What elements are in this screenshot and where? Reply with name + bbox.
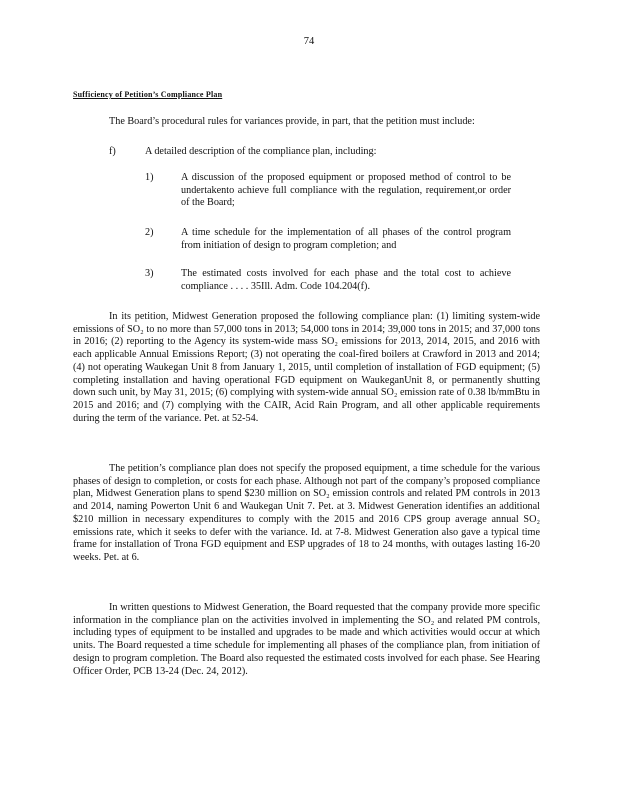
paragraph-text: The petition’s compliance plan does not specify the proposed equipment, a time schedule for the various phases of design to completion, or costs for each phase. Although not part of the company’s proposed compliance plan, Midwest Generation plans to spend $230 million on SO₂ emission controls and related PM controls in 2013 and 2014, naming Powerton Unit 6 and Waukegan Unit 7. Pet. at 3. Midwest Generation identifies an additional $210 million in necessary expenditures to comply with the 2015 and 2016 CPS group average annual SO₂ emissions rate, which it seeks to defer with the variance. Id. at 7-8. Midwest Generation also gave a typical time frame for installation of Trona FGD equipment and ESP upgrades of 18 to 24 months, with outages lasting 16-20 weeks. Pet. at 6. [73, 463, 540, 563]
sub-item-text: The estimated costs involved for each phase and the total cost to achieve compliance . . . . 35Ill. Adm. Code 104.204(f). [181, 268, 511, 292]
body-paragraph [73, 311, 540, 425]
item-f-label: f) [109, 146, 116, 157]
intro-paragraph: The Board’s procedural rules for variances provide, in part, that the petition must include: [109, 116, 475, 127]
sub-item-text: A time schedule for the implementation of all phases of the control program from initiation of design to program completion; and [181, 227, 511, 251]
body-paragraph [73, 463, 540, 565]
sub-item-text: A discussion of the proposed equipment or proposed method of control to be undertakento achieve full compliance with the regulation, requirement,or order of the Board; [181, 172, 511, 209]
page-number: 74 [303, 36, 315, 47]
sub-item-number: 3) [145, 268, 154, 279]
body-paragraph [73, 602, 540, 678]
item-f-text: A detailed description of the compliance plan, including: [145, 146, 377, 157]
sub-item-number: 2) [145, 227, 154, 238]
paragraph-text: In its petition, Midwest Generation proposed the following compliance plan: (1) limiting system-wide emissions of SO₂ to no more than 57,000 tons in 2013; 54,000 tons in 2014; 39,000 tons in 2015; and 37,000 tons in 2016; (2) reporting to the Agency its system-wide mass SO₂ emissions for 2013, 2014, 2015, and 2016 with each applicable Annual Emissions Report; (3) not operating the coal-fired boilers at Crawford in 2013 and 2014; (4) not operating Waukegan Unit 8 from January 1, 2015, until completion of installation of FGD equipment; (5) completing installation and having operational FGD equipment on WaukeganUnit 8, or permanently shutting down such unit, by May 31, 2015; (6) complying with system-wide annual SO₂ emission rate of 0.38 lb/mmBtu in 2015 and 2016; and (7) complying with the CAIR, Acid Rain Program, and all other applicable requirements during the term of the variance. Pet. at 52-54. [73, 311, 540, 424]
section-heading: Sufficiency of Petition’s Compliance Plan [73, 90, 223, 99]
sub-item-number: 1) [145, 172, 154, 183]
paragraph-text: In written questions to Midwest Generation, the Board requested that the company provide more specific information in the compliance plan on the activities involved in implementing the SO₂ and related PM controls, including types of equipment to be installed and upgrades to be made and which activities would occur at which units. The Board requested a time schedule for implementing all phases of the compliance plan, from initiation of design to program completion. The Board also requested the estimated costs involved for each phase. See Hearing Officer Order, PCB 13-24 (Dec. 24, 2012). [73, 602, 540, 677]
